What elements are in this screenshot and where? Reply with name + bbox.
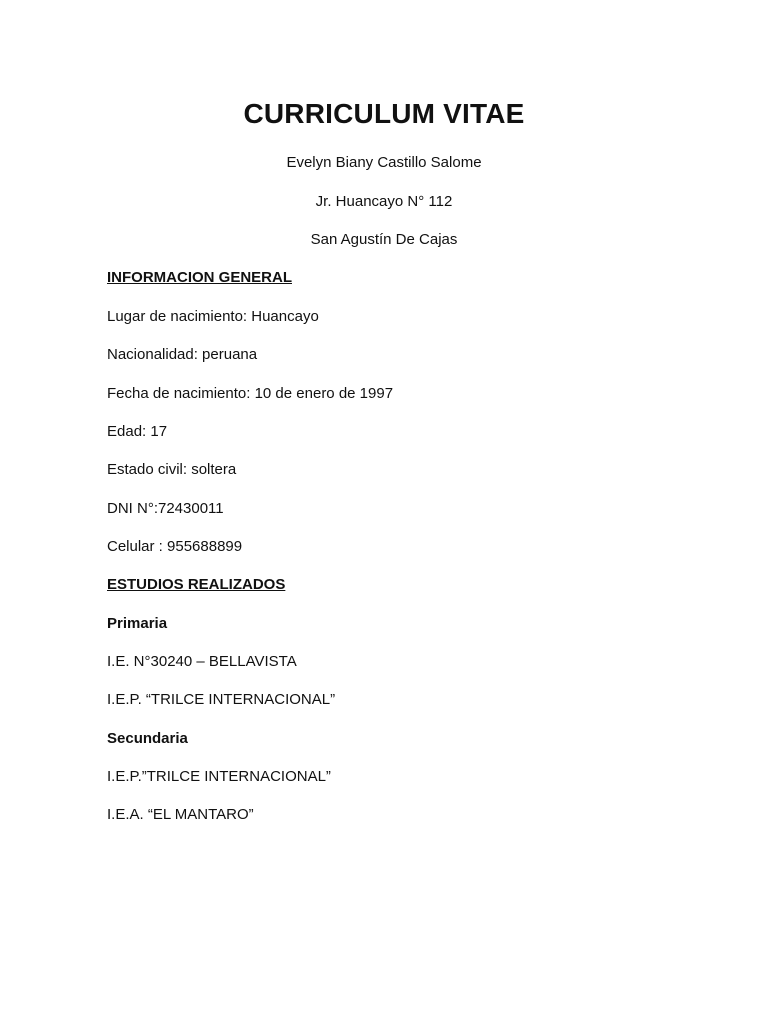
person-address: Jr. Huancayo N° 112 bbox=[315, 193, 453, 210]
subheading-secondary: Secundaria bbox=[107, 730, 188, 747]
school-primary-2: I.E.P. “TRILCE INTERNACIONAL” bbox=[107, 691, 336, 708]
info-nationality: Nacionalidad: peruana bbox=[107, 346, 258, 363]
person-name: Evelyn Biany Castillo Salome bbox=[286, 154, 482, 171]
info-birthdate: Fecha de nacimiento: 10 de enero de 1997 bbox=[107, 385, 394, 402]
section-heading-general: INFORMACION GENERAL bbox=[107, 269, 292, 286]
info-age: Edad: 17 bbox=[107, 423, 168, 440]
info-dni: DNI N°:72430011 bbox=[107, 500, 224, 517]
subheading-primary: Primaria bbox=[107, 615, 168, 632]
school-secondary-1: I.E.P.”TRILCE INTERNACIONAL” bbox=[107, 768, 331, 785]
school-secondary-2: I.E.A. “EL MANTARO” bbox=[107, 806, 254, 823]
info-phone: Celular : 955688899 bbox=[107, 538, 243, 555]
document-title: CURRICULUM VITAE bbox=[243, 98, 525, 129]
info-marital-status: Estado civil: soltera bbox=[107, 461, 237, 478]
info-birthplace: Lugar de nacimiento: Huancayo bbox=[107, 308, 319, 325]
school-primary-1: I.E. N°30240 – BELLAVISTA bbox=[107, 653, 297, 670]
section-heading-studies: ESTUDIOS REALIZADOS bbox=[107, 576, 286, 593]
person-district: San Agustín De Cajas bbox=[310, 231, 458, 248]
